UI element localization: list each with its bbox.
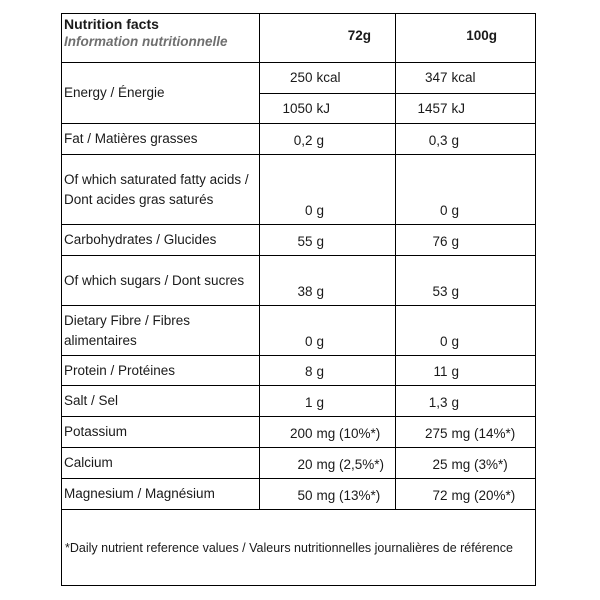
nutrient-row bbox=[62, 479, 536, 510]
energy-kcal-value-72g: 250 bbox=[260, 63, 316, 94]
unit-72g: mg (2,5%*) bbox=[316, 448, 396, 479]
unit-100g: g bbox=[451, 306, 536, 356]
unit-72g: g bbox=[316, 356, 396, 386]
value-100g: 1,3 bbox=[396, 386, 451, 417]
nutrient-label: Of which sugars / Dont sucres bbox=[62, 256, 260, 306]
value-72g: 200 bbox=[260, 417, 316, 448]
unit-100g: mg (14%*) bbox=[451, 417, 536, 448]
value-72g: 1 bbox=[260, 386, 316, 417]
energy-label: Energy / Énergie bbox=[62, 63, 260, 124]
nutrient-row bbox=[62, 124, 536, 155]
unit-72g: mg (10%*) bbox=[316, 417, 396, 448]
nutrient-row bbox=[62, 417, 536, 448]
unit-100g: g bbox=[451, 386, 536, 417]
value-100g: 275 bbox=[396, 417, 451, 448]
energy-kcal-unit-72g: kcal bbox=[316, 63, 396, 94]
nutrient-label: Calcium bbox=[62, 448, 260, 479]
unit-100g: g bbox=[451, 256, 536, 306]
value-72g: 0,2 bbox=[260, 124, 316, 155]
unit-72g: g bbox=[316, 306, 396, 356]
value-100g: 11 bbox=[396, 356, 451, 386]
unit-100g: g bbox=[451, 155, 536, 225]
value-72g: 0 bbox=[260, 306, 316, 356]
energy-kj-value-72g: 1050 bbox=[260, 94, 316, 124]
energy-kcal-row bbox=[62, 63, 536, 94]
energy-kj-unit-100g: kJ bbox=[451, 94, 536, 124]
nutrient-label: Carbohydrates / Glucides bbox=[62, 225, 260, 256]
unit-100g: g bbox=[451, 356, 536, 386]
value-72g: 55 bbox=[260, 225, 316, 256]
nutrient-label: Fat / Matières grasses bbox=[62, 124, 260, 155]
unit-72g: mg (13%*) bbox=[316, 479, 396, 510]
nutrient-label: Salt / Sel bbox=[62, 386, 260, 417]
nutrient-label: Potassium bbox=[62, 417, 260, 448]
footnote: *Daily nutrient reference values / Valeurs nutritionnelles journalières de référence bbox=[62, 510, 536, 586]
unit-72g: g bbox=[316, 256, 396, 306]
unit-100g: g bbox=[451, 124, 536, 155]
column-header-100g: 100g bbox=[396, 14, 536, 63]
value-72g: 0 bbox=[260, 155, 316, 225]
value-72g: 50 bbox=[260, 479, 316, 510]
energy-kcal-value-100g: 347 bbox=[396, 63, 451, 94]
unit-72g: g bbox=[316, 225, 396, 256]
nutrient-row bbox=[62, 225, 536, 256]
nutrient-label: Of which saturated fatty acids / Dont acides gras saturés bbox=[62, 155, 260, 225]
footnote-row bbox=[62, 510, 536, 586]
unit-72g: g bbox=[316, 124, 396, 155]
value-72g: 38 bbox=[260, 256, 316, 306]
nutrition-table bbox=[61, 13, 536, 586]
value-100g: 76 bbox=[396, 225, 451, 256]
nutrient-label: Dietary Fibre / Fibres alimentaires bbox=[62, 306, 260, 356]
value-100g: 72 bbox=[396, 479, 451, 510]
nutrient-label: Protein / Protéines bbox=[62, 356, 260, 386]
nutrient-row bbox=[62, 356, 536, 386]
nutrient-row bbox=[62, 448, 536, 479]
nutrient-label: Magnesium / Magnésium bbox=[62, 479, 260, 510]
value-72g: 8 bbox=[260, 356, 316, 386]
unit-100g: mg (20%*) bbox=[451, 479, 536, 510]
column-header-72g: 72g bbox=[260, 14, 396, 63]
energy-kcal-unit-100g: kcal bbox=[451, 63, 536, 94]
unit-72g: g bbox=[316, 386, 396, 417]
unit-72g: g bbox=[316, 155, 396, 225]
nutrient-row bbox=[62, 306, 536, 356]
table-subtitle: Information nutritionnelle bbox=[64, 34, 228, 49]
header-row bbox=[62, 14, 536, 63]
energy-kj-value-100g: 1457 bbox=[396, 94, 451, 124]
value-100g: 25 bbox=[396, 448, 451, 479]
table-title: Nutrition facts bbox=[64, 16, 159, 32]
value-100g: 0 bbox=[396, 155, 451, 225]
value-72g: 20 bbox=[260, 448, 316, 479]
value-100g: 53 bbox=[396, 256, 451, 306]
nutrient-row bbox=[62, 155, 536, 225]
nutrient-row bbox=[62, 256, 536, 306]
value-100g: 0 bbox=[396, 306, 451, 356]
unit-100g: mg (3%*) bbox=[451, 448, 536, 479]
value-100g: 0,3 bbox=[396, 124, 451, 155]
unit-100g: g bbox=[451, 225, 536, 256]
header-title-cell bbox=[62, 14, 260, 63]
energy-kj-unit-72g: kJ bbox=[316, 94, 396, 124]
nutrient-row bbox=[62, 386, 536, 417]
